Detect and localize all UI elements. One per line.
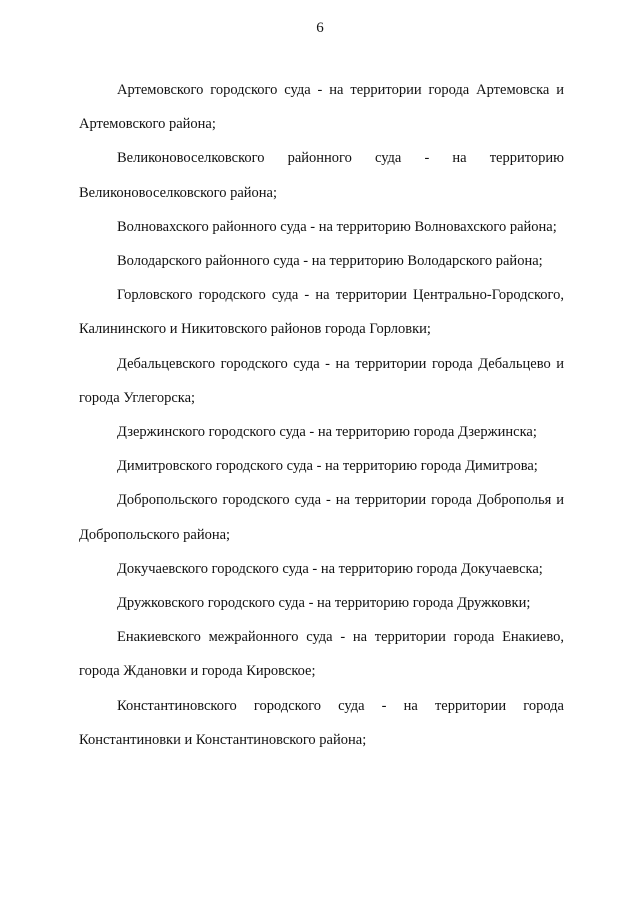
paragraph-artemovsk-court: Артемовского городского суда - на территории города Артемовска и Артемовского района; <box>79 82 564 133</box>
paragraph-druzhkovka-court: Дружковского городского суда - на территорию города Дружковки; <box>117 595 531 612</box>
paragraph-volodarsky-court: Володарского районного суда - на территорию Володарского района; <box>117 253 543 270</box>
paragraph-yenakiieve-court: Енакиевского межрайонного суда - на территории города Енакиево, города Ждановки и города Кировское; <box>79 629 564 680</box>
paragraph-dokuchaevsk-court: Докучаевского городского суда - на территорию города Докучаевска; <box>117 560 543 577</box>
paragraph-dzerzhinsk-court: Дзержинского городского суда - на территорию города Дзержинска; <box>117 424 537 441</box>
paragraph-debaltsevo-court: Дебальцевского городского суда - на территории города Дебальцево и города Углегорска; <box>79 355 564 406</box>
paragraph-konstantinovka-court: Константиновского городского суда - на территории города Константиновки и Константиновского района; <box>79 697 564 748</box>
paragraph-dobropolye-court: Добропольского городского суда - на территории города Доброполья и Добропольского района; <box>79 492 564 543</box>
document-body <box>79 73 564 757</box>
paragraph-velikonovoselkovsky-court: Великоновоселковского районного суда - на территорию Великоновоселковского района; <box>79 150 564 201</box>
paragraph-dimitrov-court: Димитровского городского суда - на территорию города Димитрова; <box>117 458 538 475</box>
paragraph-gorlovka-court: Горловского городского суда - на территории Центрально-Городского, Калининского и Никитовского районов города Горловки; <box>79 287 564 338</box>
paragraph-volnovakha-court: Волновахского районного суда - на территорию Волновахского района; <box>117 218 557 235</box>
page-number: 6 <box>316 20 324 36</box>
